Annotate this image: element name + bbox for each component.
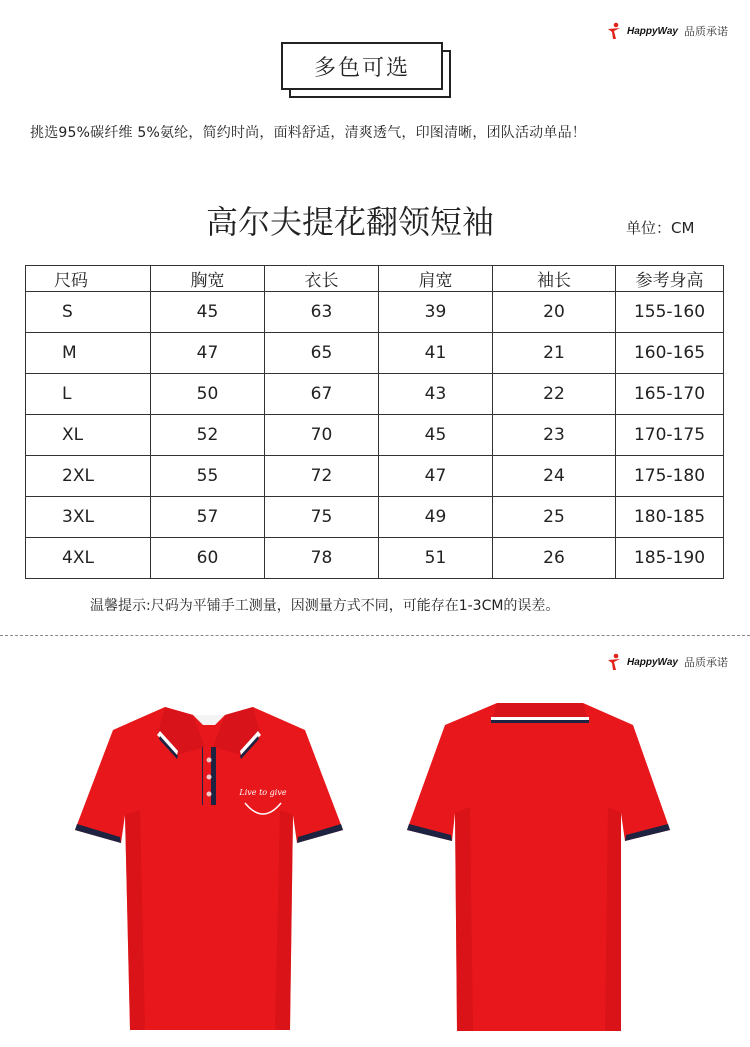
cell-length: 72 [265,456,379,497]
badge-text: 多色可选 [281,42,443,90]
cell-shoulder: 47 [379,456,493,497]
header-chest: 胸宽 [151,266,265,292]
cell-length: 78 [265,538,379,579]
table-row [26,292,724,333]
cell-chest: 55 [151,456,265,497]
brand-logo-text: HappyWay [627,656,678,668]
header-shoulder: 肩宽 [379,266,493,292]
cell-size: S [26,292,151,333]
cell-shoulder: 51 [379,538,493,579]
cell-height: 165-170 [616,374,724,415]
happyway-logo-icon [607,22,621,40]
cell-length: 75 [265,497,379,538]
unit-label: 单位：CM [626,219,695,237]
table-header-row [26,266,724,292]
cell-sleeve: 23 [493,415,616,456]
brand-slogan: 品质承诺 [683,25,728,38]
cell-size: M [26,333,151,374]
cell-length: 63 [265,292,379,333]
cell-sleeve: 21 [493,333,616,374]
cell-chest: 57 [151,497,265,538]
size-chart-table [25,265,724,579]
brand-bottom [607,653,728,671]
table-row [26,497,724,538]
cell-chest: 45 [151,292,265,333]
page-title: 高尔夫提花翻领短袖 [205,203,494,241]
happyway-logo-icon [607,653,621,671]
brand-slogan: 品质承诺 [683,656,728,669]
shirt-print-text: Live to give [239,788,287,797]
intro-text: 挑选95%碳纤维 5%氨纶，简约时尚，面料舒适，清爽透气，印图清晰，团队活动单品！ [30,125,586,141]
table-row [26,415,724,456]
measurement-tip: 温馨提示:尺码为平铺手工测量，因测量方式不同，可能存在1-3CM的误差。 [90,598,560,614]
header-height: 参考身高 [616,266,724,292]
cell-shoulder: 41 [379,333,493,374]
cell-shoulder: 39 [379,292,493,333]
cell-sleeve: 24 [493,456,616,497]
cell-sleeve: 25 [493,497,616,538]
cell-height: 185-190 [616,538,724,579]
polo-shirt-back-image [395,695,685,1035]
table-row [26,456,724,497]
cell-chest: 50 [151,374,265,415]
dashed-divider [0,635,750,636]
cell-chest: 52 [151,415,265,456]
header-length: 衣长 [265,266,379,292]
cell-sleeve: 20 [493,292,616,333]
cell-size: 2XL [26,456,151,497]
cell-height: 180-185 [616,497,724,538]
table-row [26,333,724,374]
cell-shoulder: 49 [379,497,493,538]
header-size: 尺码 [26,266,151,292]
cell-sleeve: 26 [493,538,616,579]
cell-height: 155-160 [616,292,724,333]
cell-height: 160-165 [616,333,724,374]
cell-shoulder: 43 [379,374,493,415]
brand-logo-text: HappyWay [627,25,678,37]
cell-size: XL [26,415,151,456]
brand-top [607,22,728,40]
color-options-badge [281,42,451,98]
cell-length: 70 [265,415,379,456]
cell-size: 4XL [26,538,151,579]
cell-size: L [26,374,151,415]
cell-sleeve: 22 [493,374,616,415]
table-row [26,374,724,415]
cell-shoulder: 45 [379,415,493,456]
cell-chest: 60 [151,538,265,579]
header-sleeve: 袖长 [493,266,616,292]
cell-length: 67 [265,374,379,415]
table-row [26,538,724,579]
cell-length: 65 [265,333,379,374]
cell-height: 170-175 [616,415,724,456]
cell-height: 175-180 [616,456,724,497]
polo-shirt-front-image [65,695,355,1035]
cell-chest: 47 [151,333,265,374]
cell-size: 3XL [26,497,151,538]
